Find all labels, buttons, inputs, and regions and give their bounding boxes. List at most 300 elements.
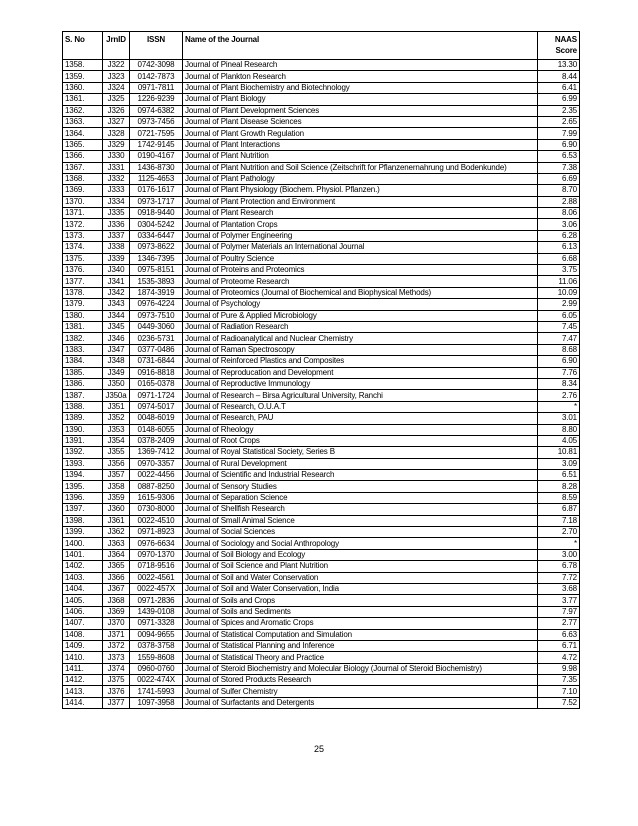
cell-journal-name: Journal of Research, PAU <box>183 413 538 424</box>
header-naas-score-line1: NAAS <box>554 35 577 44</box>
cell-serial-number: 1359. <box>63 71 103 82</box>
cell-journal-id: J345 <box>103 321 130 332</box>
cell-journal-name: Journal of Spices and Aromatic Crops <box>183 618 538 629</box>
cell-journal-id: J337 <box>103 230 130 241</box>
cell-journal-name: Journal of Soils and Sediments <box>183 606 538 617</box>
cell-journal-name: Journal of Plantation Crops <box>183 219 538 230</box>
cell-journal-name: Journal of Polymer Engineering <box>183 230 538 241</box>
table-row <box>63 686 580 697</box>
table-row <box>63 470 580 481</box>
cell-naas-score: 6.68 <box>538 253 580 264</box>
cell-naas-score: 3.09 <box>538 458 580 469</box>
cell-journal-name: Journal of Soil and Water Conservation, India <box>183 583 538 594</box>
cell-journal-name: Journal of Plant Biology <box>183 94 538 105</box>
cell-serial-number: 1402. <box>63 561 103 572</box>
cell-naas-score: 8.59 <box>538 492 580 503</box>
cell-issn: 0334-6447 <box>130 230 183 241</box>
cell-journal-name: Journal of Proteomics (Journal of Biochemical and Biophysical Methods) <box>183 287 538 298</box>
table-row <box>63 333 580 344</box>
cell-journal-id: J330 <box>103 151 130 162</box>
cell-issn: 0973-7510 <box>130 310 183 321</box>
table-row <box>63 94 580 105</box>
cell-journal-name: Journal of Shellfish Research <box>183 504 538 515</box>
cell-serial-number: 1371. <box>63 208 103 219</box>
cell-serial-number: 1408. <box>63 629 103 640</box>
table-row <box>63 253 580 264</box>
cell-issn: 0304-5242 <box>130 219 183 230</box>
cell-journal-name: Journal of Proteins and Proteomics <box>183 265 538 276</box>
cell-issn: 1741-5993 <box>130 686 183 697</box>
cell-serial-number: 1387. <box>63 390 103 401</box>
cell-journal-id: J351 <box>103 401 130 412</box>
cell-naas-score: 3.77 <box>538 595 580 606</box>
table-row <box>63 606 580 617</box>
cell-issn: 0165-0378 <box>130 378 183 389</box>
cell-serial-number: 1409. <box>63 640 103 651</box>
cell-serial-number: 1377. <box>63 276 103 287</box>
cell-issn: 0048-6019 <box>130 413 183 424</box>
cell-journal-id: J355 <box>103 447 130 458</box>
cell-journal-id: J372 <box>103 640 130 651</box>
cell-journal-id: J331 <box>103 162 130 173</box>
cell-journal-id: J366 <box>103 572 130 583</box>
cell-issn: 0190-4167 <box>130 151 183 162</box>
table-row <box>63 527 580 538</box>
cell-serial-number: 1400. <box>63 538 103 549</box>
cell-serial-number: 1361. <box>63 94 103 105</box>
cell-issn: 0971-8923 <box>130 527 183 538</box>
cell-serial-number: 1414. <box>63 697 103 708</box>
table-row <box>63 697 580 708</box>
cell-issn: 0022-4510 <box>130 515 183 526</box>
cell-naas-score: 2.77 <box>538 618 580 629</box>
cell-naas-score: 6.87 <box>538 504 580 515</box>
table-row <box>63 185 580 196</box>
cell-serial-number: 1369. <box>63 185 103 196</box>
cell-naas-score: 4.05 <box>538 435 580 446</box>
cell-issn: 0742-3098 <box>130 60 183 71</box>
cell-naas-score: 6.71 <box>538 640 580 651</box>
cell-journal-name: Journal of Polymer Materials an International Journal <box>183 242 538 253</box>
cell-journal-name: Journal of Plant Biochemistry and Biotechnology <box>183 82 538 93</box>
cell-serial-number: 1358. <box>63 60 103 71</box>
cell-serial-number: 1413. <box>63 686 103 697</box>
cell-journal-name: Journal of Small Animal Science <box>183 515 538 526</box>
cell-issn: 0973-7456 <box>130 116 183 127</box>
cell-journal-id: J357 <box>103 470 130 481</box>
table-row <box>63 675 580 686</box>
table-row <box>63 652 580 663</box>
cell-serial-number: 1373. <box>63 230 103 241</box>
cell-journal-name: Journal of Plant Research <box>183 208 538 219</box>
cell-serial-number: 1380. <box>63 310 103 321</box>
cell-journal-name: Journal of Plant Growth Regulation <box>183 128 538 139</box>
cell-journal-name: Journal of Plant Interactions <box>183 139 538 150</box>
header-journal-name: Name of the Journal <box>183 32 538 60</box>
cell-journal-id: J368 <box>103 595 130 606</box>
cell-serial-number: 1386. <box>63 378 103 389</box>
cell-journal-name: Journal of Rheology <box>183 424 538 435</box>
header-issn: ISSN <box>130 32 183 60</box>
cell-naas-score: 7.35 <box>538 675 580 686</box>
table-row <box>63 481 580 492</box>
header-serial-number: S. No <box>63 32 103 60</box>
table-row <box>63 321 580 332</box>
cell-naas-score: 7.10 <box>538 686 580 697</box>
cell-naas-score: 3.68 <box>538 583 580 594</box>
cell-issn: 0236-5731 <box>130 333 183 344</box>
cell-naas-score: 6.13 <box>538 242 580 253</box>
cell-serial-number: 1406. <box>63 606 103 617</box>
cell-issn: 0142-7873 <box>130 71 183 82</box>
table-row <box>63 538 580 549</box>
cell-serial-number: 1388. <box>63 401 103 412</box>
cell-issn: 0730-8000 <box>130 504 183 515</box>
cell-journal-name: Journal of Sociology and Social Anthropology <box>183 538 538 549</box>
cell-journal-name: Journal of Plankton Research <box>183 71 538 82</box>
cell-journal-name: Journal of Plant Pathology <box>183 173 538 184</box>
cell-journal-id: J350a <box>103 390 130 401</box>
cell-journal-id: J322 <box>103 60 130 71</box>
cell-naas-score: 8.34 <box>538 378 580 389</box>
cell-issn: 1436-8730 <box>130 162 183 173</box>
cell-journal-id: J374 <box>103 663 130 674</box>
cell-serial-number: 1378. <box>63 287 103 298</box>
cell-naas-score: 6.51 <box>538 470 580 481</box>
header-naas-score-line2: Score <box>555 46 577 55</box>
cell-journal-id: J340 <box>103 265 130 276</box>
cell-serial-number: 1395. <box>63 481 103 492</box>
cell-issn: 1125-4653 <box>130 173 183 184</box>
cell-journal-id: J325 <box>103 94 130 105</box>
cell-issn: 0970-3357 <box>130 458 183 469</box>
cell-journal-name: Journal of Root Crops <box>183 435 538 446</box>
cell-journal-name: Journal of Proteome Research <box>183 276 538 287</box>
cell-naas-score: 8.70 <box>538 185 580 196</box>
cell-naas-score: 8.06 <box>538 208 580 219</box>
cell-issn: 0887-8250 <box>130 481 183 492</box>
table-row <box>63 424 580 435</box>
table-row <box>63 287 580 298</box>
table-row <box>63 344 580 355</box>
page-number: 25 <box>313 744 324 754</box>
table-row <box>63 629 580 640</box>
cell-naas-score: 6.78 <box>538 561 580 572</box>
cell-naas-score: 2.88 <box>538 196 580 207</box>
cell-journal-id: J365 <box>103 561 130 572</box>
cell-naas-score: 3.01 <box>538 413 580 424</box>
cell-naas-score: 2.99 <box>538 299 580 310</box>
cell-naas-score: 9.98 <box>538 663 580 674</box>
cell-journal-name: Journal of Soils and Crops <box>183 595 538 606</box>
cell-journal-id: J376 <box>103 686 130 697</box>
cell-journal-id: J373 <box>103 652 130 663</box>
cell-serial-number: 1389. <box>63 413 103 424</box>
cell-naas-score: 7.72 <box>538 572 580 583</box>
cell-naas-score: 6.69 <box>538 173 580 184</box>
cell-naas-score: 6.41 <box>538 82 580 93</box>
cell-naas-score: 6.63 <box>538 629 580 640</box>
cell-serial-number: 1362. <box>63 105 103 116</box>
cell-serial-number: 1392. <box>63 447 103 458</box>
table-row <box>63 549 580 560</box>
cell-journal-name: Journal of Social Sciences <box>183 527 538 538</box>
table-row <box>63 390 580 401</box>
cell-naas-score: 3.00 <box>538 549 580 560</box>
cell-naas-score: 3.75 <box>538 265 580 276</box>
cell-naas-score: 13.30 <box>538 60 580 71</box>
cell-issn: 1535-3893 <box>130 276 183 287</box>
cell-journal-id: J375 <box>103 675 130 686</box>
cell-issn: 0721-7595 <box>130 128 183 139</box>
cell-serial-number: 1366. <box>63 151 103 162</box>
cell-journal-name: Journal of Reproductive Immunology <box>183 378 538 389</box>
cell-issn: 0378-2409 <box>130 435 183 446</box>
cell-naas-score: 8.68 <box>538 344 580 355</box>
cell-issn: 1559-8608 <box>130 652 183 663</box>
table-row <box>63 299 580 310</box>
cell-serial-number: 1407. <box>63 618 103 629</box>
cell-journal-id: J328 <box>103 128 130 139</box>
table-row <box>63 367 580 378</box>
cell-journal-id: J324 <box>103 82 130 93</box>
cell-issn: 0718-9516 <box>130 561 183 572</box>
table-row <box>63 265 580 276</box>
cell-serial-number: 1397. <box>63 504 103 515</box>
cell-journal-id: J352 <box>103 413 130 424</box>
table-row <box>63 413 580 424</box>
cell-journal-id: J339 <box>103 253 130 264</box>
table-row <box>63 276 580 287</box>
cell-journal-name: Journal of Surfactants and Detergents <box>183 697 538 708</box>
table-row <box>63 219 580 230</box>
cell-journal-id: J377 <box>103 697 130 708</box>
cell-journal-id: J348 <box>103 356 130 367</box>
table-row <box>63 151 580 162</box>
cell-naas-score: 6.90 <box>538 139 580 150</box>
cell-journal-name: Journal of Pineal Research <box>183 60 538 71</box>
cell-naas-score: 7.38 <box>538 162 580 173</box>
cell-journal-id: J335 <box>103 208 130 219</box>
cell-journal-id: J370 <box>103 618 130 629</box>
table-row <box>63 242 580 253</box>
cell-journal-id: J334 <box>103 196 130 207</box>
cell-serial-number: 1374. <box>63 242 103 253</box>
cell-naas-score: 7.18 <box>538 515 580 526</box>
cell-journal-name: Journal of Rural Development <box>183 458 538 469</box>
cell-naas-score: 7.99 <box>538 128 580 139</box>
cell-issn: 0975-8151 <box>130 265 183 276</box>
table-row <box>63 595 580 606</box>
cell-naas-score: 2.76 <box>538 390 580 401</box>
cell-serial-number: 1391. <box>63 435 103 446</box>
cell-journal-id: J326 <box>103 105 130 116</box>
cell-journal-name: Journal of Statistical Computation and Simulation <box>183 629 538 640</box>
cell-journal-id: J361 <box>103 515 130 526</box>
cell-serial-number: 1393. <box>63 458 103 469</box>
cell-issn: 1346-7395 <box>130 253 183 264</box>
cell-issn: 0022-457X <box>130 583 183 594</box>
cell-journal-name: Journal of Statistical Theory and Practice <box>183 652 538 663</box>
cell-issn: 0971-2836 <box>130 595 183 606</box>
cell-serial-number: 1383. <box>63 344 103 355</box>
cell-journal-name: Journal of Poultry Science <box>183 253 538 264</box>
cell-journal-name: Journal of Psychology <box>183 299 538 310</box>
cell-issn: 0094-9655 <box>130 629 183 640</box>
table-row <box>63 447 580 458</box>
cell-naas-score: 4.72 <box>538 652 580 663</box>
cell-naas-score: 2.35 <box>538 105 580 116</box>
cell-journal-id: J360 <box>103 504 130 515</box>
cell-journal-name: Journal of Sensory Studies <box>183 481 538 492</box>
cell-serial-number: 1364. <box>63 128 103 139</box>
table-row <box>63 71 580 82</box>
cell-naas-score: 6.05 <box>538 310 580 321</box>
cell-journal-name: Journal of Scientific and Industrial Research <box>183 470 538 481</box>
table-row <box>63 618 580 629</box>
cell-serial-number: 1410. <box>63 652 103 663</box>
cell-journal-name: Journal of Research – Birsa Agricultural University, Ranchi <box>183 390 538 401</box>
cell-serial-number: 1403. <box>63 572 103 583</box>
cell-issn: 0022-4456 <box>130 470 183 481</box>
cell-naas-score: 10.09 <box>538 287 580 298</box>
cell-serial-number: 1363. <box>63 116 103 127</box>
cell-issn: 0971-1724 <box>130 390 183 401</box>
table-row <box>63 60 580 71</box>
header-naas-score <box>538 32 580 60</box>
cell-serial-number: 1399. <box>63 527 103 538</box>
cell-journal-id: J332 <box>103 173 130 184</box>
cell-journal-id: J336 <box>103 219 130 230</box>
cell-issn: 0974-5017 <box>130 401 183 412</box>
cell-naas-score: 7.52 <box>538 697 580 708</box>
table-row <box>63 196 580 207</box>
cell-naas-score: 7.76 <box>538 367 580 378</box>
cell-serial-number: 1411. <box>63 663 103 674</box>
cell-naas-score: * <box>538 401 580 412</box>
cell-serial-number: 1394. <box>63 470 103 481</box>
cell-naas-score: 7.45 <box>538 321 580 332</box>
cell-journal-id: J358 <box>103 481 130 492</box>
cell-naas-score: 6.99 <box>538 94 580 105</box>
table-row <box>63 572 580 583</box>
cell-naas-score: 7.47 <box>538 333 580 344</box>
cell-naas-score: 8.44 <box>538 71 580 82</box>
cell-journal-name: Journal of Steroid Biochemistry and Molecular Biology (Journal of Steroid Biochemistry) <box>183 663 538 674</box>
cell-journal-name: Journal of Reproducation and Development <box>183 367 538 378</box>
cell-journal-id: J329 <box>103 139 130 150</box>
cell-journal-id: J338 <box>103 242 130 253</box>
table-row <box>63 230 580 241</box>
cell-naas-score: 11.06 <box>538 276 580 287</box>
cell-serial-number: 1368. <box>63 173 103 184</box>
cell-serial-number: 1379. <box>63 299 103 310</box>
cell-journal-id: J364 <box>103 549 130 560</box>
cell-journal-name: Journal of Sulfer Chemistry <box>183 686 538 697</box>
cell-journal-id: J353 <box>103 424 130 435</box>
cell-issn: 0022-474X <box>130 675 183 686</box>
cell-journal-id: J359 <box>103 492 130 503</box>
cell-journal-id: J344 <box>103 310 130 321</box>
table-row <box>63 378 580 389</box>
cell-journal-id: J346 <box>103 333 130 344</box>
cell-journal-id: J327 <box>103 116 130 127</box>
cell-journal-id: J363 <box>103 538 130 549</box>
cell-issn: 0974-6382 <box>130 105 183 116</box>
cell-serial-number: 1376. <box>63 265 103 276</box>
cell-journal-name: Journal of Radiation Research <box>183 321 538 332</box>
journal-table <box>62 31 580 709</box>
cell-journal-name: Journal of Plant Nutrition <box>183 151 538 162</box>
cell-issn: 0970-1370 <box>130 549 183 560</box>
cell-serial-number: 1385. <box>63 367 103 378</box>
cell-serial-number: 1370. <box>63 196 103 207</box>
table-row <box>63 128 580 139</box>
cell-journal-name: Journal of Radioanalytical and Nuclear Chemistry <box>183 333 538 344</box>
cell-naas-score: 2.65 <box>538 116 580 127</box>
cell-journal-name: Journal of Soil and Water Conservation <box>183 572 538 583</box>
cell-journal-id: J371 <box>103 629 130 640</box>
cell-journal-name: Journal of Research, O.U.A.T <box>183 401 538 412</box>
cell-issn: 0731-6844 <box>130 356 183 367</box>
cell-journal-id: J341 <box>103 276 130 287</box>
cell-issn: 0148-6055 <box>130 424 183 435</box>
cell-serial-number: 1405. <box>63 595 103 606</box>
cell-journal-name: Journal of Plant Nutrition and Soil Science (Zeitschrift for Pflanzenernahrung und Bodenkunde) <box>183 162 538 173</box>
cell-naas-score: 2.70 <box>538 527 580 538</box>
table-row <box>63 640 580 651</box>
cell-journal-name: Journal of Plant Disease Sciences <box>183 116 538 127</box>
cell-journal-name: Journal of Soil Biology and Ecology <box>183 549 538 560</box>
cell-issn: 0976-6634 <box>130 538 183 549</box>
cell-issn: 0449-3060 <box>130 321 183 332</box>
cell-issn: 0971-3328 <box>130 618 183 629</box>
cell-journal-id: J354 <box>103 435 130 446</box>
table-row <box>63 492 580 503</box>
cell-issn: 0377-0486 <box>130 344 183 355</box>
cell-journal-name: Journal of Plant Protection and Environment <box>183 196 538 207</box>
cell-serial-number: 1398. <box>63 515 103 526</box>
table-row <box>63 435 580 446</box>
table-row <box>63 356 580 367</box>
table-row <box>63 105 580 116</box>
table-row <box>63 583 580 594</box>
cell-serial-number: 1396. <box>63 492 103 503</box>
cell-journal-name: Journal of Raman Spectroscopy <box>183 344 538 355</box>
cell-journal-id: J342 <box>103 287 130 298</box>
cell-journal-id: J350 <box>103 378 130 389</box>
cell-issn: 0971-7811 <box>130 82 183 93</box>
cell-naas-score: 3.06 <box>538 219 580 230</box>
table-body <box>63 60 580 709</box>
cell-serial-number: 1384. <box>63 356 103 367</box>
cell-journal-id: J367 <box>103 583 130 594</box>
cell-journal-id: J369 <box>103 606 130 617</box>
cell-naas-score: 8.80 <box>538 424 580 435</box>
cell-journal-name: Journal of Royal Statistical Society, Series B <box>183 447 538 458</box>
cell-serial-number: 1372. <box>63 219 103 230</box>
cell-issn: 1369-7412 <box>130 447 183 458</box>
table-row <box>63 561 580 572</box>
cell-issn: 0916-8818 <box>130 367 183 378</box>
cell-serial-number: 1381. <box>63 321 103 332</box>
cell-issn: 0960-0760 <box>130 663 183 674</box>
cell-journal-id: J347 <box>103 344 130 355</box>
cell-serial-number: 1412. <box>63 675 103 686</box>
cell-journal-id: J349 <box>103 367 130 378</box>
table-row <box>63 663 580 674</box>
cell-journal-name: Journal of Pure & Applied Microbiology <box>183 310 538 321</box>
